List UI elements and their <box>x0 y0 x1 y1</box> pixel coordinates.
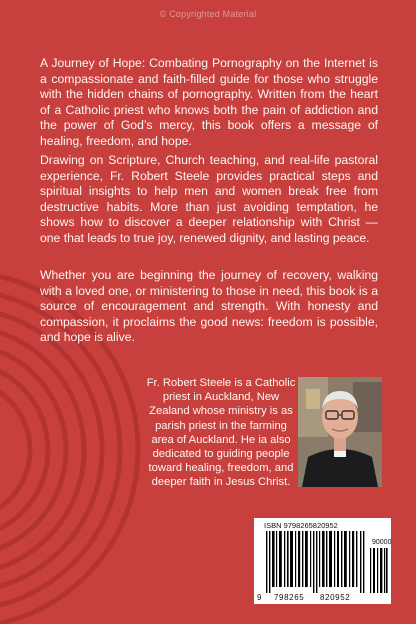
author-photo <box>298 377 382 487</box>
barcode-digits-left: 798265 <box>274 593 305 602</box>
description-paragraph-3: Whether you are beginning the journey of recovery, walking with a loved one, or ministering to those in need, this book is a source of encouragement and strength. With honesty and compassion, it proclaims the good news: freedom is possible, and hope is alive. <box>40 268 378 345</box>
description-paragraph-1: A Journey of Hope: Combating Pornography on the Internet is a compassionate and faith-filled guide for those who struggle with the hidden chains of pornography. Written from the heart of a Catholic priest who knows both the pain of addiction and the power of God’s mercy, this book offers a message of healing, freedom, and hope. <box>40 56 378 148</box>
description-paragraph-2: Drawing on Scripture, Church teaching, and real-life pastoral experience, Fr. Robert Steele provides practical steps and spiritual insights to help men and women break free from destructive habits. More than just avoiding temptation, he shows how to discover a deeper relationship with Christ — one that leads to true joy, renewed dignity, and lasting peace. <box>40 153 378 245</box>
barcode-digit-prefix: 9 <box>257 593 263 602</box>
isbn-label: ISBN 9798265820952 <box>264 521 338 530</box>
barcode-bars <box>264 531 368 593</box>
arc-ring <box>0 362 48 538</box>
price-code: 90000 <box>372 539 392 546</box>
author-bio: Fr. Robert Steele is a Catholic priest in Auckland, New Zealand whose ministry is as parish priest in the farming area of Auckland. He ia also dedicated to guiding people toward healing, freedom, and deeper faith in Jesus Christ. <box>146 377 296 489</box>
barcode-digits-right: 820952 <box>320 593 351 602</box>
price-barcode-bars <box>370 548 388 593</box>
arc-ring <box>0 380 30 520</box>
copyright-watermark: © Copyrighted Material <box>159 9 257 19</box>
isbn-barcode <box>254 518 391 604</box>
